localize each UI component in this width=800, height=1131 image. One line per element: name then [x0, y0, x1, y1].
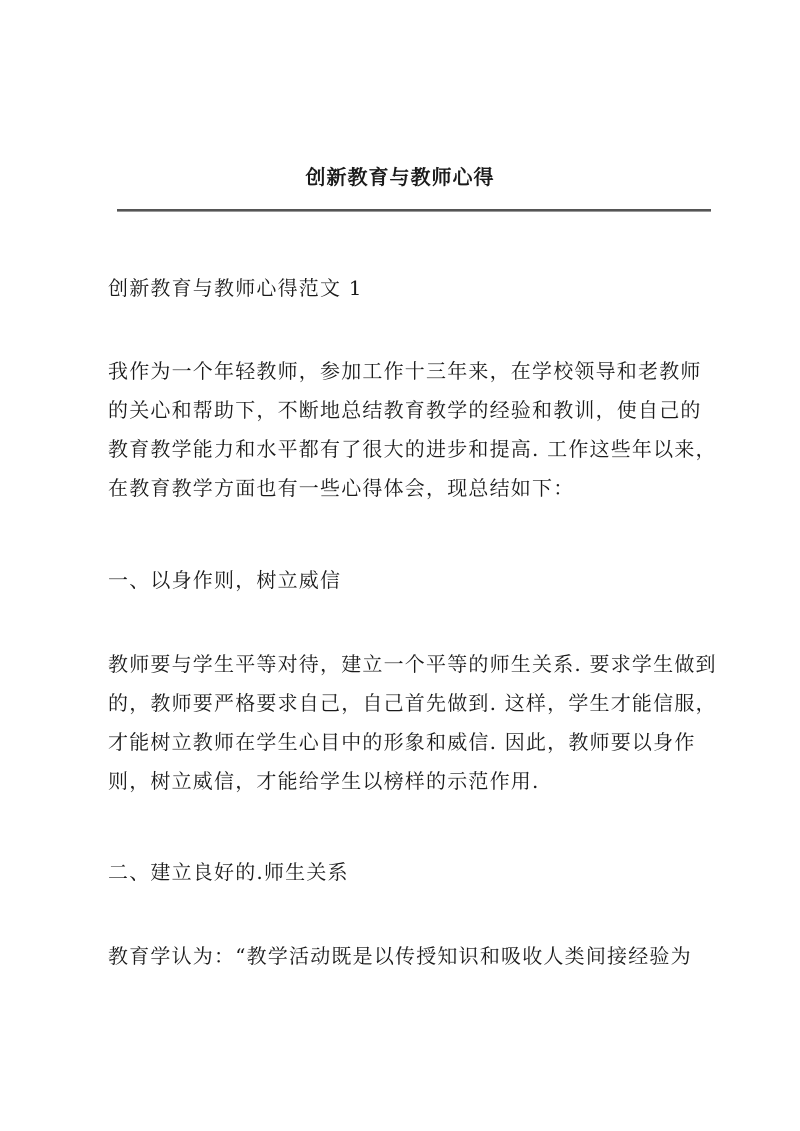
document-title: 创新教育与教师心得: [305, 165, 495, 189]
paragraph-section-2: 教育学认为：“教学活动既是以传授知识和吸收人类间接经验为: [108, 944, 692, 968]
section-heading-1: 一、以身作则，树立威信: [108, 568, 342, 592]
title-divider: [117, 209, 711, 212]
paragraph-intro: 我作为一个年轻教师，参加工作十三年来，在学校领导和老教师的关心和帮助下，不断地总结教育教学的经验和教训，使自己的教育教学能力和水平都有了很大的进步和提高. 工作这些年以来，在教育教学方面也有一些心得体会，现总结如下：: [108, 359, 717, 500]
section-heading-2: 二、建立良好的.师生关系: [108, 860, 349, 884]
paragraph-section-1: 教师要与学生平等对待，建立一个平等的师生关系. 要求学生做到的，教师要严格要求自己，自己首先做到. 这样，学生才能信服，才能树立教师在学生心目中的形象和威信. 因此，教师要以身作则，树立威信，才能给学生以榜样的示范作用.: [108, 652, 717, 793]
document-subtitle: 创新教育与教师心得范文 1: [108, 276, 363, 300]
